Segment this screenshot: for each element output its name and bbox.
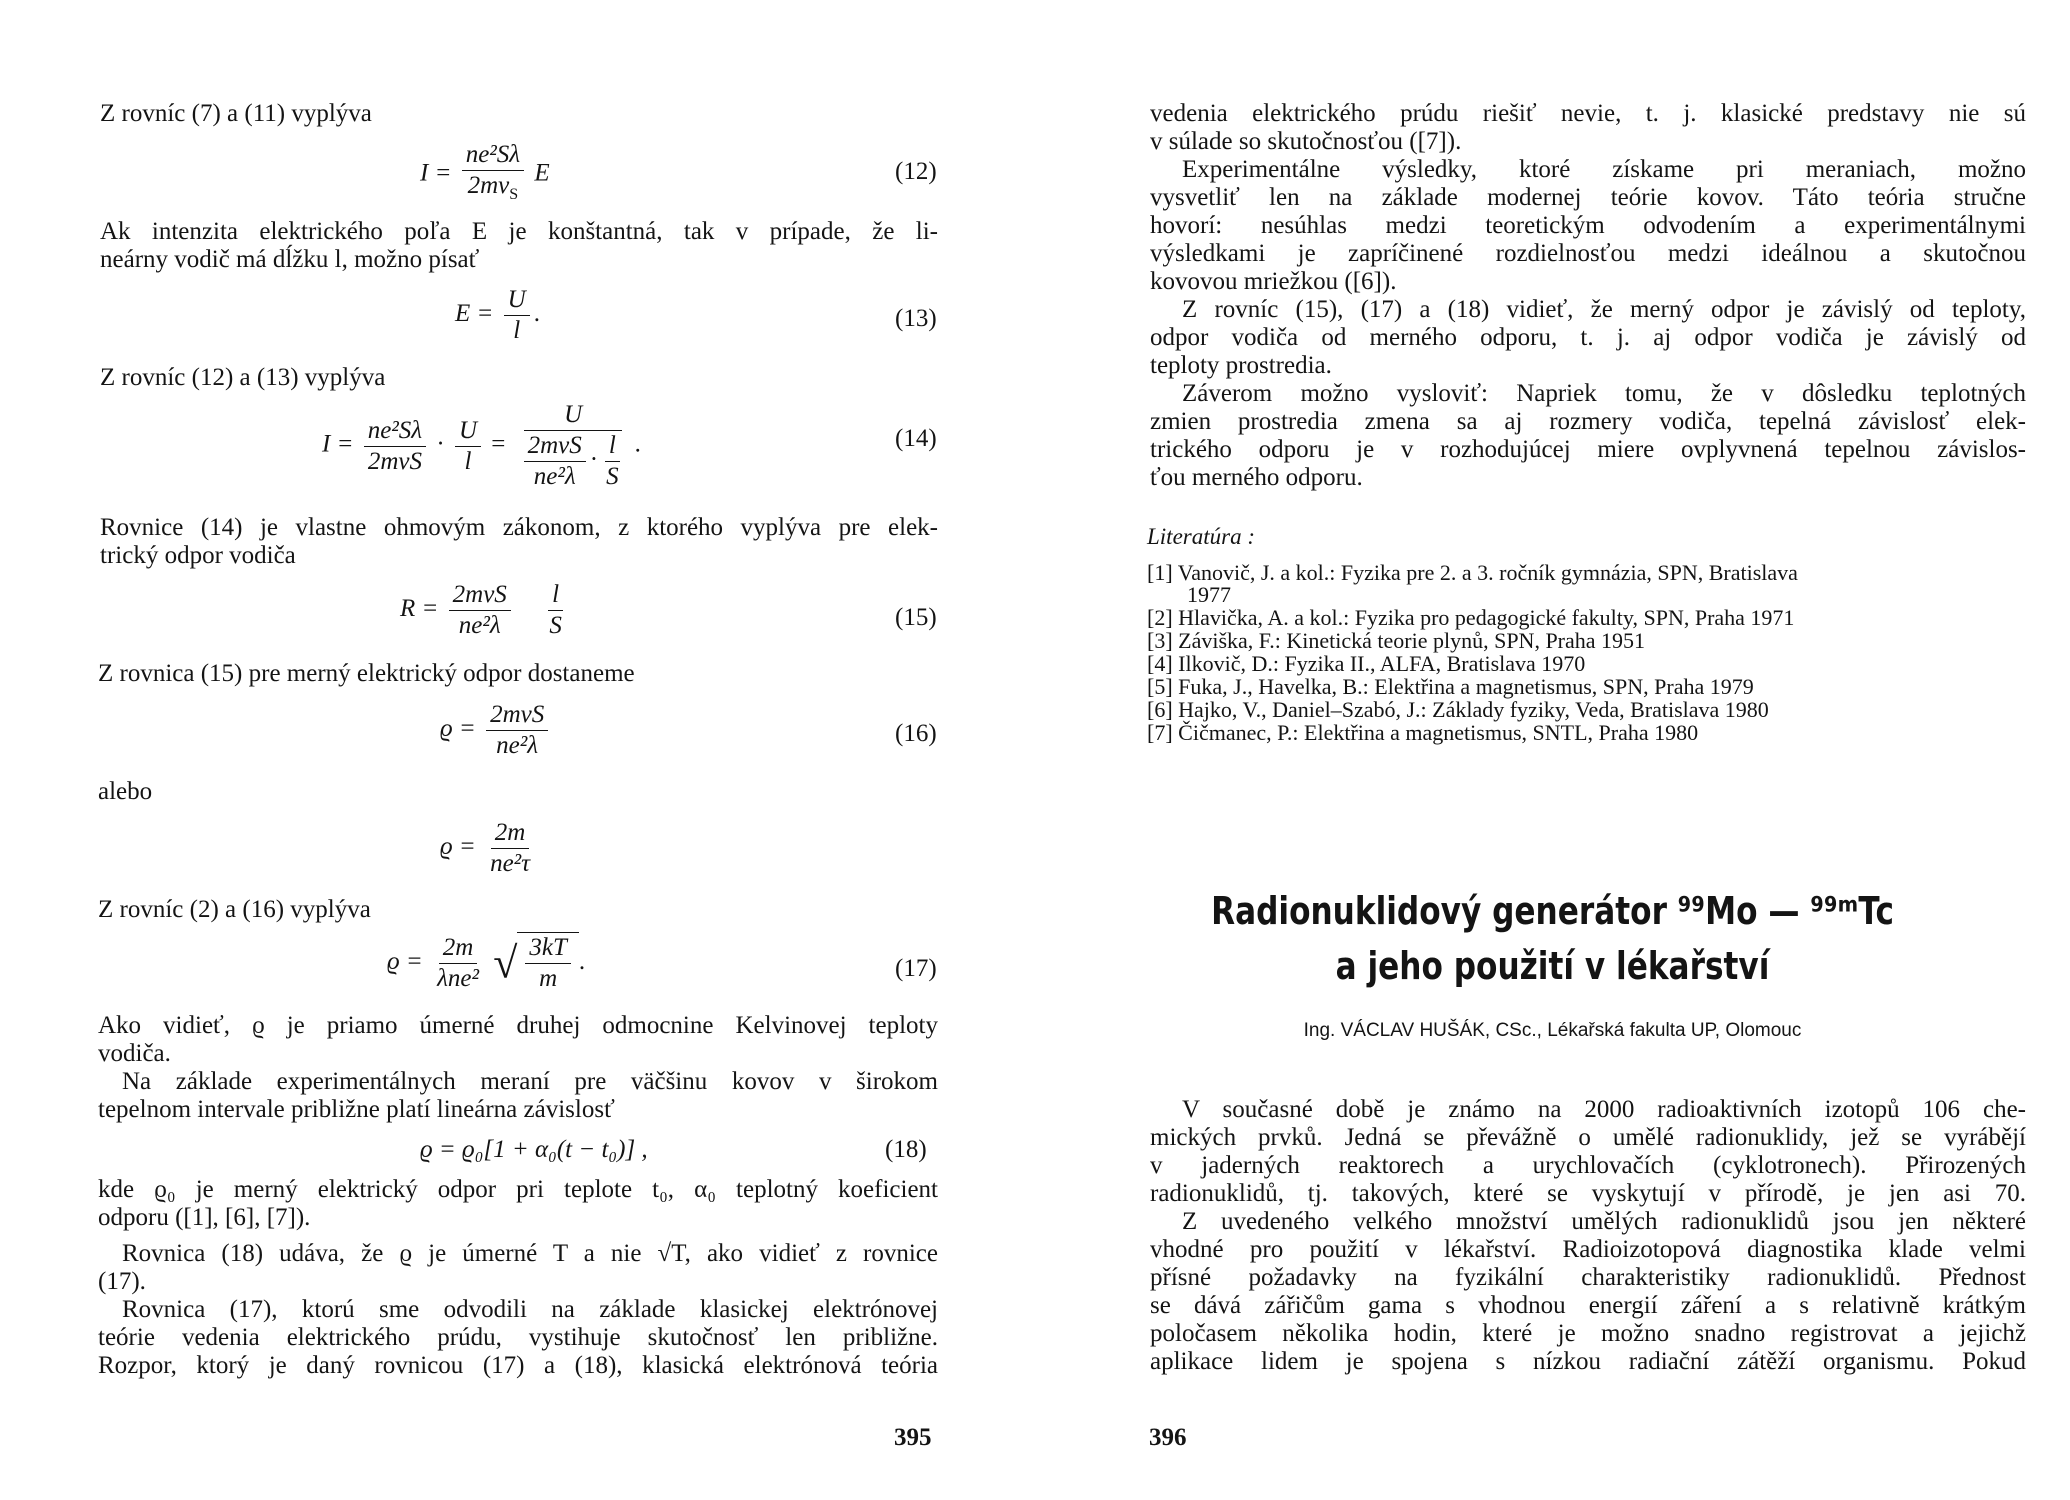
fraction: [504, 285, 530, 346]
paragraph: [1182, 296, 2026, 324]
paragraph-line: odporu ([1], [6], [7]).: [98, 1204, 311, 1231]
author-line: Ing. VÁCLAV HUŠÁK, CSc., Lékařská fakulta UP, Olomouc: [1303, 1020, 1802, 1041]
denominator: S: [606, 463, 619, 490]
paragraph: [1182, 380, 2026, 408]
equation-18: ϱ = ϱ₀[1 + α₀(t − t₀)] ,: [420, 1136, 648, 1163]
text-line: Z rovníc (7) a (11) vyplýva: [100, 100, 372, 127]
paragraph: [1150, 240, 2026, 268]
paragraph: [1150, 100, 2026, 128]
fraction: [516, 400, 631, 492]
paragraph-line: v súlade so skutočnosťou ([7]).: [1150, 128, 1462, 155]
paragraph-line: vedenia elektrického prúdu riešiť nevie, t. j. klasické predstavy nie sú: [1150, 100, 2026, 127]
fraction: [524, 431, 586, 492]
eq-lhs: I =: [322, 430, 354, 458]
paragraph: [122, 1240, 938, 1268]
paragraph-line: V současné době je známo na 2000 radioaktivních izotopů 106 che-: [1182, 1096, 2026, 1123]
equation-number: (15): [895, 604, 937, 631]
paragraph-line: Na základe experimentálnych meraní pre väčšinu kovov v širokom: [122, 1068, 938, 1095]
fraction: [364, 416, 426, 477]
paragraph: [1150, 1152, 2026, 1180]
denominator: ne²τ: [490, 850, 531, 877]
paragraph-line: vhodné pro použití v lékařství. Radioizotopová diagnostika klade velmi: [1150, 1236, 2026, 1263]
denominator: ne²λ: [496, 732, 539, 759]
eq-lhs: E =: [455, 300, 494, 328]
eq-rhs: E: [534, 159, 550, 187]
paragraph: [100, 218, 938, 246]
text-line: Z rovníc (2) a (16) vyplýva: [98, 896, 371, 923]
equation-13: E = $\frac{U}{l}$ .: [455, 286, 540, 344]
paragraph-line: hovorí: nesúhlas medzi teoretickým odvodením a experimentálnymi: [1150, 212, 2026, 239]
paragraph-line: výsledkami je zapríčinené rozdielnosťou medzi ideálnou a skutočnou: [1150, 240, 2026, 267]
paragraph-line: ťou merného odporu.: [1150, 464, 1363, 491]
denominator: l: [464, 447, 472, 475]
radicand: [517, 932, 579, 994]
paragraph-line: přísné požadavky na fyzikální charakteristiky radionuklidů. Přednost: [1150, 1264, 2026, 1291]
reference-item: [4] Ilkovič, D.: Fyzika II., ALFA, Bratislava 1970: [1147, 651, 1586, 676]
numerator: U: [504, 285, 530, 316]
numerator: U: [524, 400, 622, 431]
denominator: ne²λ: [458, 612, 501, 639]
paragraph-line: zmien prostredia zmena sa aj rozmery vodiča, tepelná závislosť elek-: [1150, 408, 2026, 435]
equation-number: (18): [885, 1136, 927, 1163]
reference-item: [7] Čičmanec, P.: Elektřina a magnetismus, SNTL, Praha 1980: [1147, 720, 1699, 745]
reference-item: [2] Hlavička, A. a kol.: Fyzika pro pedagogické fakulty, SPN, Praha 1971: [1147, 605, 1795, 630]
paragraph: [98, 1012, 938, 1040]
paragraph: [1150, 324, 2026, 352]
paragraph-line: Ak intenzita elektrického poľa E je konštantná, tak v prípade, že li-: [100, 218, 938, 245]
article-title: Radionuklidový generátor ⁹⁹Mo — ⁹⁹ᵐTc: [1211, 889, 1894, 933]
fraction: [602, 431, 623, 492]
paragraph-line: Z rovníc (15), (17) a (18) vidieť, že merný odpor je závislý od teploty,: [1182, 296, 2026, 323]
paragraph: [1150, 1320, 2026, 1348]
fraction: [486, 700, 548, 761]
paragraph-line: odpor vodiča od merného odporu, t. j. aj odpor vodiča je závislý od: [1150, 324, 2026, 351]
fraction: [455, 416, 481, 477]
paragraph: [1150, 1236, 2026, 1264]
denominator: 2mvS: [367, 447, 422, 475]
denominator: λne²: [437, 965, 479, 992]
equation-number: (13): [895, 305, 937, 332]
paragraph-line: Z uvedeného velkého množství umělých radionuklidů jsou jen některé: [1182, 1208, 2026, 1235]
numerator: l: [605, 431, 620, 462]
paragraph: [1182, 1096, 2026, 1124]
denominator: [464, 171, 523, 210]
paragraph-line: poločasem několika hodin, které je možno snadno registrovat a jejichž: [1150, 1320, 2026, 1347]
paragraph-line: se dává zářičům gama s vhodnou energií záření a s relativně krátkým: [1150, 1292, 2026, 1319]
text-line: alebo: [98, 778, 153, 805]
numerator: 2mvS: [486, 700, 548, 731]
fraction: [545, 580, 566, 641]
paragraph: [1150, 1180, 2026, 1208]
paragraph: [1150, 1292, 2026, 1320]
right-page: [1035, 0, 2070, 1500]
paragraph-line: Experimentálne výsledky, ktoré získame pri meraniach, možno: [1182, 156, 2026, 183]
paragraph: [1150, 1264, 2026, 1292]
paragraph-line: radionuklidů, tj. takových, které se vyskytují v přírodě, je jen asi 70.: [1150, 1180, 2026, 1207]
equation-number: (14): [895, 425, 937, 452]
den-sub: S: [509, 186, 519, 203]
paragraph-line: Záverom možno vysloviť: Napriek tomu, že v dôsledku teplotných: [1182, 380, 2026, 407]
numerator: 2m: [439, 933, 478, 964]
eq-lhs: ϱ =: [387, 948, 423, 976]
fraction: [449, 580, 511, 641]
page-number: 396: [1149, 1424, 1187, 1451]
paragraph: [98, 1324, 938, 1352]
paragraph: [122, 1296, 938, 1324]
numerator: 2mvS: [524, 431, 586, 462]
paragraph-line: Rovnica (18) udáva, že ϱ je úmerné T a nie √T, ako vidieť z rovnice: [122, 1240, 938, 1267]
paragraph-line: vodiča.: [98, 1040, 171, 1067]
paragraph: [1150, 1348, 2026, 1376]
page-number: 395: [894, 1424, 932, 1451]
paragraph: [1150, 212, 2026, 240]
paragraph-line: trický odpor vodiča: [100, 542, 296, 569]
paragraph: [1150, 184, 2026, 212]
text-line: Z rovnica (15) pre merný elektrický odpor dostaneme: [98, 660, 635, 687]
paragraph: [98, 1352, 938, 1380]
numerator: 2m: [491, 818, 530, 849]
reference-item: [6] Hajko, V., Daniel–Szabó, J.: Základy fyziky, Veda, Bratislava 1980: [1147, 697, 1769, 722]
equation-14: I = $\frac{\text{ne²Sλ}}{\text{2mvS}}$ · $\frac{U}{l}$ = U $\frac{\text{2mvS}}{\text{ne²λ}}$ · $\frac{l}{S}$ .: [322, 401, 641, 490]
denominator: $\frac{\text{2mvS}}{\text{ne²λ}}$ · $\frac{l}{S}$: [516, 431, 631, 492]
eq-lhs: ϱ =: [440, 833, 476, 861]
paragraph-line: mických prvků. Jedná se převážně o umělé radionuklidy, jež se vyrábějí: [1150, 1124, 2026, 1151]
paragraph-line: Rovnice (14) je vlastne ohmovým zákonom, z ktorého vyplýva pre elek-: [100, 514, 938, 541]
equation-number: (12): [895, 158, 937, 185]
denominator: S: [549, 612, 562, 639]
paragraph: [1182, 156, 2026, 184]
equation-16-alt: [440, 818, 538, 879]
equation-15: [400, 580, 570, 641]
paragraph-line: vysvetliť len na základe modernej teórie kovov. Táto teória stručne: [1150, 184, 2026, 211]
eq-sign: =: [491, 430, 506, 458]
eq-lhs: I =: [420, 159, 452, 187]
paragraph: [98, 1176, 938, 1204]
paragraph-line: Rovnica (17), ktorú sme odvodili na základe klasickej elektrónovej: [122, 1296, 938, 1323]
fraction: [462, 140, 524, 210]
square-root-icon: √: [493, 938, 518, 988]
numerator: 2mvS: [449, 580, 511, 611]
text-line: Z rovníc (12) a (13) vyplýva: [100, 364, 386, 391]
den-main: 2mv: [467, 172, 510, 199]
paragraph: [1150, 436, 2026, 464]
equation-number: (16): [895, 720, 937, 747]
numerator: l: [548, 580, 563, 611]
numerator: 3kT: [525, 933, 571, 964]
paragraph-line: Rozpor, ktorý je daný rovnicou (17) a (18), klasická elektrónová teória: [98, 1352, 938, 1379]
paragraph-line: kovovou mriežkou ([6]).: [1150, 268, 1397, 295]
denominator: l: [513, 317, 521, 344]
reference-item: [5] Fuka, J., Havelka, B.: Elektřina a magnetismus, SPN, Praha 1979: [1147, 674, 1754, 699]
numerator: ne²Sλ: [462, 140, 524, 171]
equation-12: [420, 140, 550, 210]
paragraph-line: v jaderných reaktorech a urychlovačích (cyklotronech). Přirozených: [1150, 1152, 2026, 1179]
paragraph-line: trického odporu je v rozhodujúcej miere ovplyvnená tepelnou závislos-: [1150, 436, 2026, 463]
fraction: [433, 933, 483, 994]
fraction: [525, 933, 571, 994]
literature-heading: Literatúra :: [1147, 524, 1255, 549]
paragraph-line: kde ϱ₀ je merný elektrický odpor pri teplote t₀, α₀ teplotný koeficient: [98, 1176, 938, 1203]
reference-item: 1977: [1187, 582, 1231, 607]
paragraph: [122, 1068, 938, 1096]
fraction: [486, 818, 534, 879]
numerator: U: [455, 416, 481, 447]
denominator: m: [539, 965, 558, 992]
paragraph-line: Ako vidieť, ϱ je priamo úmerné druhej odmocnine Kelvinovej teploty: [98, 1012, 938, 1039]
equation-16: [440, 700, 552, 761]
paragraph: [1182, 1208, 2026, 1236]
paragraph-line: teórie vedenia elektrického prúdu, vystihuje skutočnosť len približne.: [98, 1324, 938, 1351]
paragraph: [100, 514, 938, 542]
paragraph-line: (17).: [98, 1268, 146, 1295]
paragraph: [1150, 408, 2026, 436]
reference-item: [1] Vanovič, J. a kol.: Fyzika pre 2. a 3. ročník gymnázia, SPN, Bratislava: [1147, 560, 1798, 585]
equation-17: ϱ = $\frac{2m}{\text{λne²}}$ √ $\frac{3kT}{m}$ .: [387, 934, 586, 992]
numerator: ne²Sλ: [364, 416, 426, 447]
reference-item: [3] Záviška, F.: Kinetická teorie plynů, SPN, Praha 1951: [1147, 628, 1646, 653]
equation-number: (17): [895, 955, 937, 982]
eq-lhs: R =: [400, 595, 439, 623]
paragraph-line: aplikace lidem je spojena s nízkou radiační zátěží organismu. Pokud: [1150, 1348, 2026, 1375]
eq-lhs: ϱ =: [440, 715, 476, 743]
paragraph-line: teploty prostredia.: [1150, 352, 1332, 379]
paragraph-line: tepelnom intervale približne platí lineárna závislosť: [98, 1096, 615, 1123]
article-title: a jeho použití v lékařství: [1335, 944, 1770, 988]
paragraph: [1150, 1124, 2026, 1152]
paragraph-line: neárny vodič má dĺžku l, možno písať: [100, 246, 480, 273]
denominator: ne²λ: [533, 463, 576, 490]
